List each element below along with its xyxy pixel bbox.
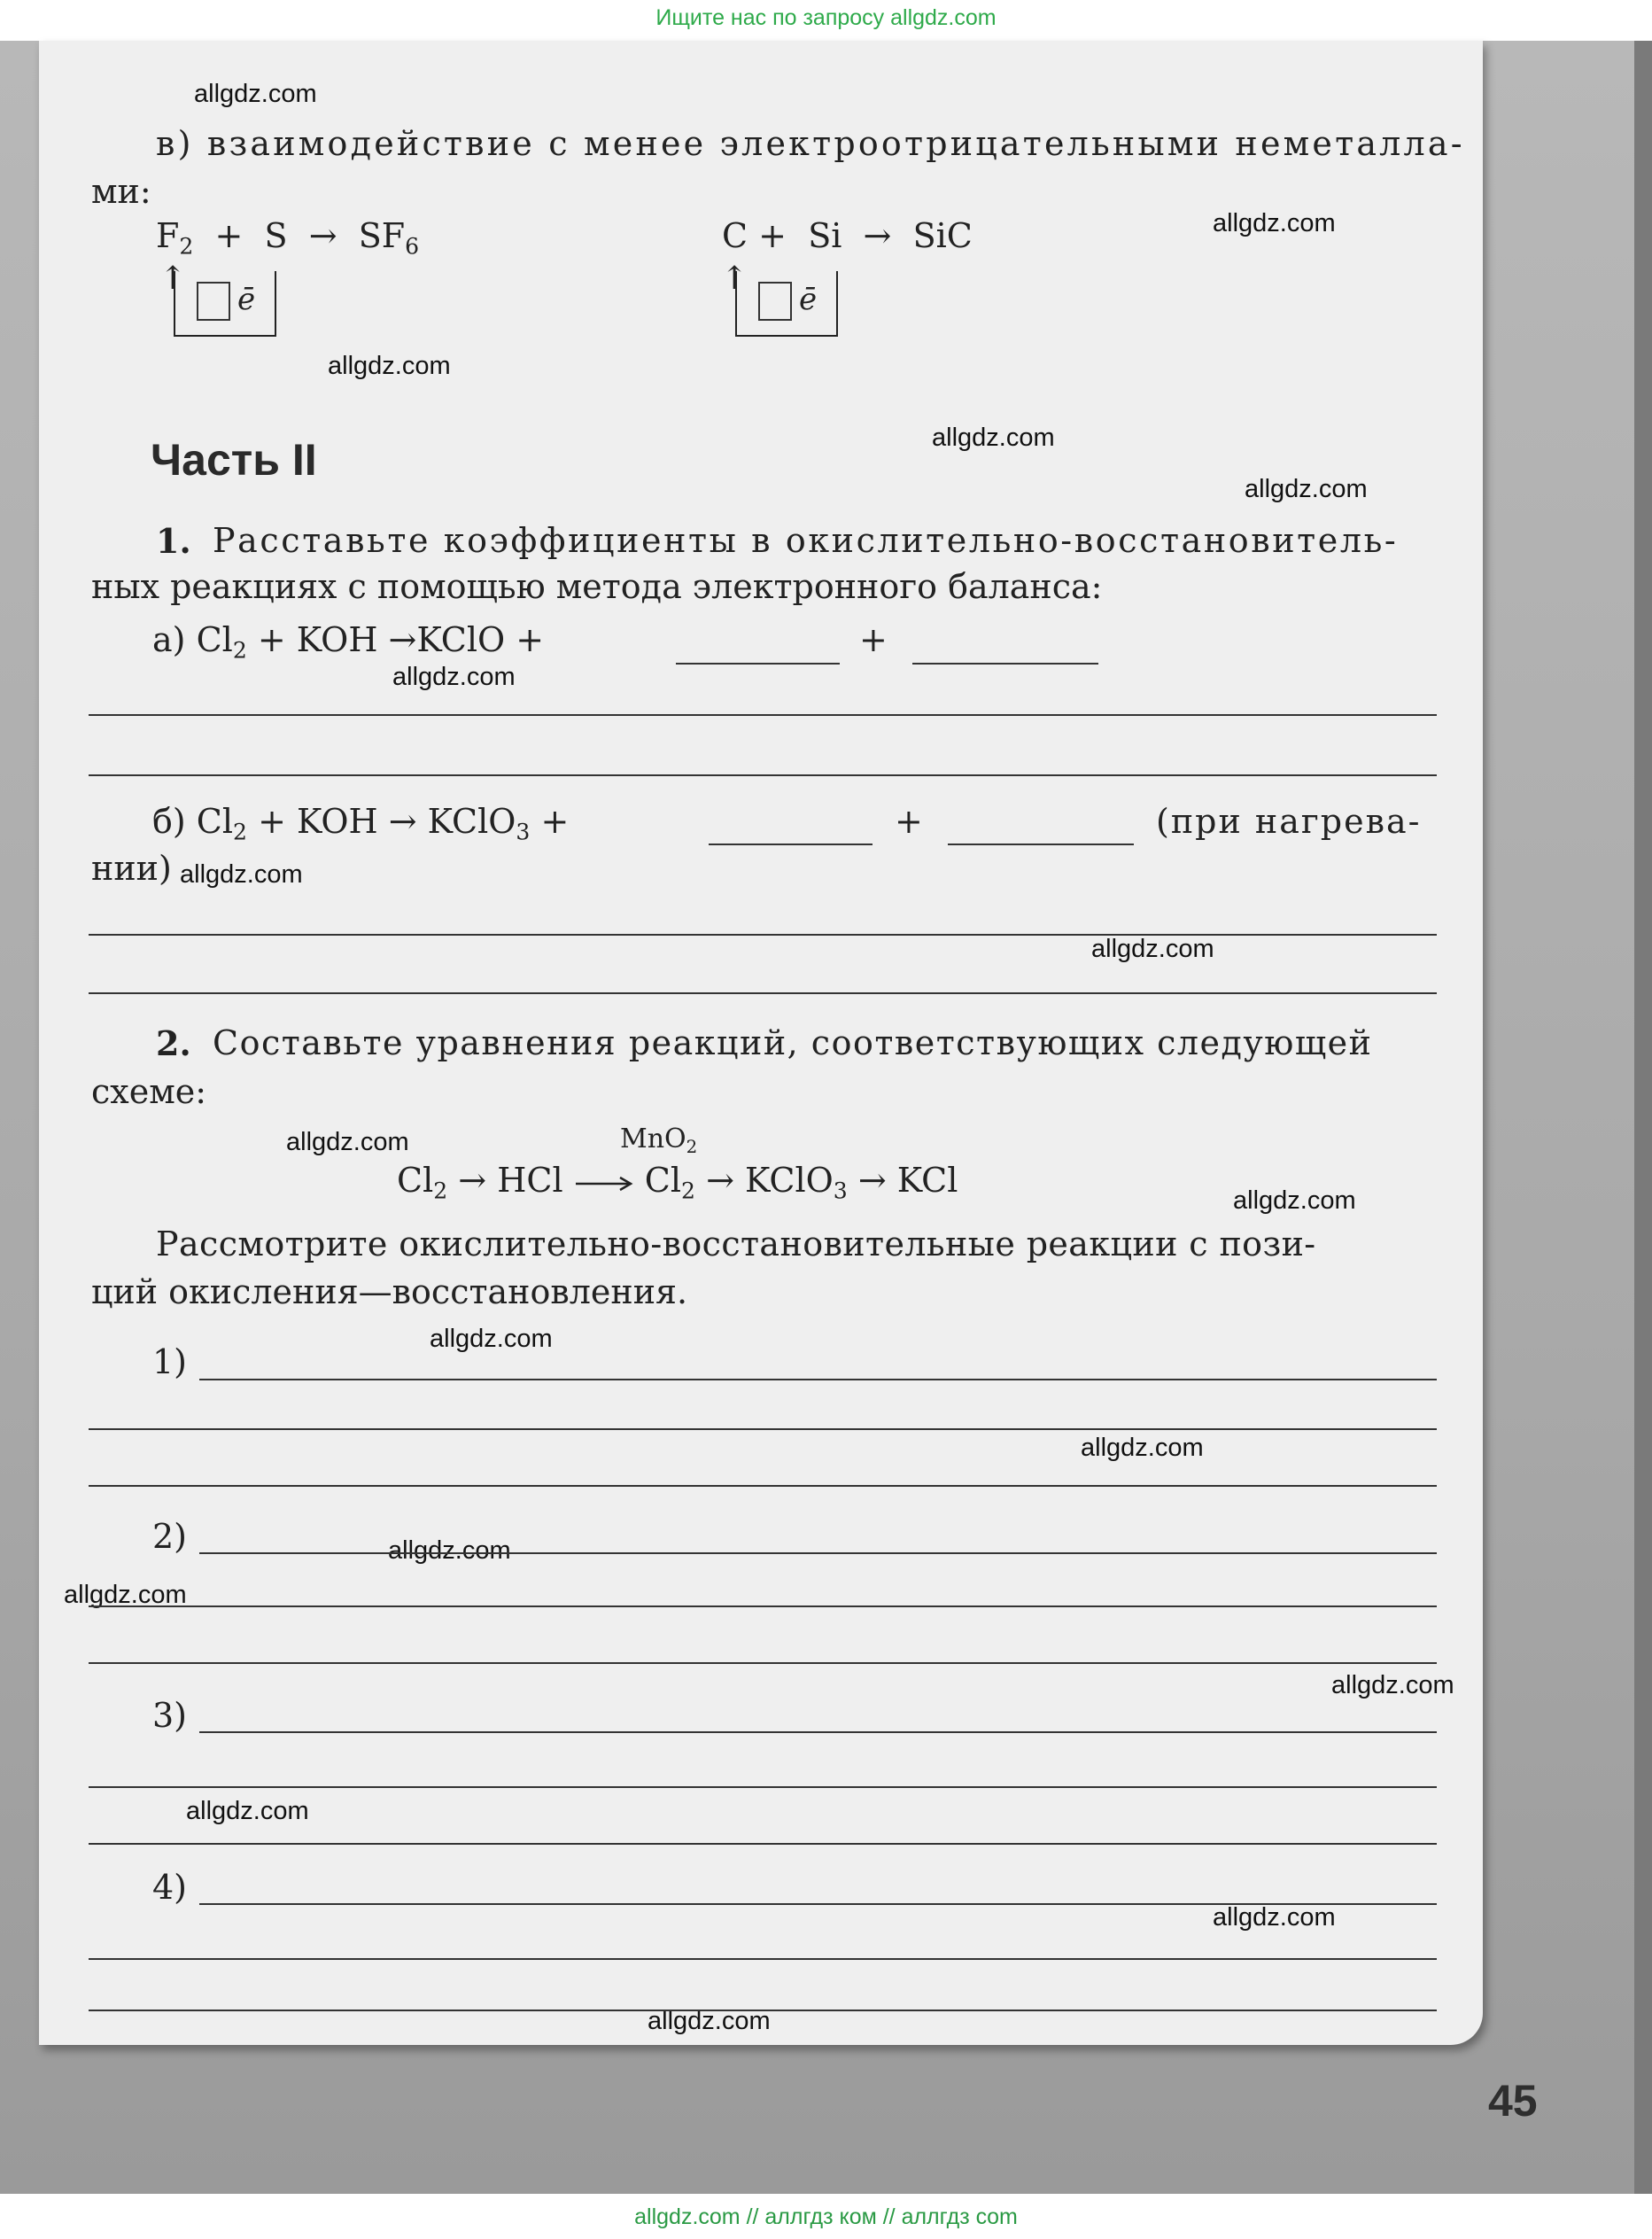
text-line: Составьте уравнения реакций, соответствующих следующей: [213, 1023, 1373, 1062]
formula: F: [156, 216, 180, 255]
arrow: →: [308, 216, 337, 255]
formula: Cl: [196, 802, 234, 841]
formula: + KOH →KClO +: [257, 620, 545, 659]
section-title: Часть II: [151, 435, 317, 485]
formula: SF: [358, 216, 406, 255]
answer-line[interactable]: [89, 992, 1437, 994]
equation-fluorine-sulfur: [156, 216, 420, 260]
formula: KCl: [896, 1161, 958, 1200]
answer-line[interactable]: [89, 2010, 1437, 2011]
page-number: 45: [1488, 2076, 1538, 2126]
subscript: 3: [833, 1178, 848, 1204]
arrow: →: [857, 1161, 887, 1200]
catalyst: MnO: [620, 1123, 686, 1154]
arrow: →: [706, 1161, 734, 1200]
subscript: 2: [433, 1178, 448, 1204]
watermark: allgdz.com: [1213, 1903, 1336, 1932]
watermark: allgdz.com: [328, 352, 451, 380]
text-line: схеме:: [91, 1072, 207, 1111]
text-line: ций окисления—восстановления.: [91, 1272, 688, 1311]
answer-number: 3): [152, 1696, 188, 1735]
reaction-scheme: [397, 1161, 958, 1204]
answer-line[interactable]: [89, 1485, 1437, 1487]
text-line: Расставьте коэффициенты в окислительно-восстановитель-: [213, 521, 1399, 560]
formula: C: [722, 216, 748, 255]
subscript: 2: [179, 233, 194, 260]
watermark: allgdz.com: [1091, 935, 1214, 963]
answer-line[interactable]: [199, 1731, 1437, 1733]
item-label: б): [152, 802, 186, 841]
note: (при нагрева-: [1156, 802, 1422, 841]
text-line: в) взаимодействие с менее электроотрицательными неметалла-: [156, 124, 1465, 163]
answer-line[interactable]: [199, 1552, 1437, 1554]
electron-symbol: ē: [237, 282, 256, 317]
answer-box[interactable]: [197, 282, 230, 321]
watermark: allgdz.com: [186, 1797, 309, 1825]
watermark: allgdz.com: [430, 1325, 553, 1353]
answer-number: 2): [152, 1517, 188, 1556]
watermark: allgdz.com: [392, 663, 516, 691]
answer-line[interactable]: [199, 1903, 1437, 1905]
task-number: [156, 521, 191, 561]
answer-blank[interactable]: [676, 663, 840, 665]
subscript: 2: [686, 1136, 698, 1157]
answer-blank[interactable]: [709, 844, 873, 845]
answer-line[interactable]: [89, 1786, 1437, 1788]
formula: S: [264, 216, 288, 255]
bottom-banner[interactable]: allgdz.com // аллгдз ком // аллгдз com: [634, 2204, 1018, 2229]
scan-edge: [1634, 41, 1652, 2194]
formula: Cl: [397, 1161, 434, 1200]
watermark: allgdz.com: [1331, 1671, 1454, 1699]
formula: Si: [808, 216, 842, 255]
task-number-label: 2.: [156, 1023, 191, 1063]
answer-line[interactable]: [89, 774, 1437, 776]
task-number-label: 1.: [156, 521, 191, 561]
answer-blank[interactable]: [948, 844, 1134, 845]
plus-sign: +: [214, 216, 244, 255]
formula: Cl: [644, 1161, 682, 1200]
text-line: Рассмотрите окислительно-восстановительные реакции с пози-: [156, 1224, 1316, 1263]
watermark: allgdz.com: [1233, 1186, 1356, 1215]
watermark: allgdz.com: [1245, 475, 1368, 503]
formula: SiC: [912, 216, 973, 255]
formula: HCl: [497, 1161, 563, 1200]
arrow: →: [863, 216, 892, 255]
electron-symbol: ē: [799, 282, 818, 317]
arrow-up-icon: ↑: [159, 260, 187, 297]
text-line: ми:: [91, 172, 151, 211]
equation-carbon-silicon: [722, 216, 973, 255]
answer-line[interactable]: [89, 1605, 1437, 1607]
answer-line[interactable]: [89, 1843, 1437, 1845]
subscript: 2: [233, 819, 247, 845]
formula: Cl: [196, 620, 233, 659]
subscript: 3: [516, 819, 531, 845]
plus-sign: +: [758, 216, 787, 255]
answer-number: 4): [152, 1868, 188, 1907]
item-label: а): [152, 620, 186, 659]
plus-sign: +: [895, 802, 923, 841]
subscript: 2: [681, 1178, 695, 1204]
watermark: allgdz.com: [1081, 1434, 1204, 1462]
answer-box[interactable]: [758, 282, 792, 321]
plus-sign: +: [540, 802, 570, 841]
reaction-a: [152, 620, 545, 664]
long-arrow-icon: [574, 1175, 634, 1193]
arrow: →: [458, 1161, 487, 1200]
answer-line[interactable]: [89, 934, 1437, 936]
watermark: allgdz.com: [286, 1128, 409, 1156]
answer-line[interactable]: [199, 1379, 1437, 1380]
answer-line[interactable]: [89, 1428, 1437, 1430]
formula: + KOH → KClO: [258, 802, 516, 841]
answer-number: 1): [152, 1342, 188, 1381]
watermark: allgdz.com: [932, 424, 1055, 452]
top-banner[interactable]: Ищите нас по запросу allgdz.com: [655, 5, 997, 30]
arrow-up-icon: ↑: [721, 260, 748, 297]
plus-sign: +: [859, 620, 888, 659]
watermark: allgdz.com: [64, 1581, 187, 1609]
catalyst-label: [620, 1123, 698, 1157]
answer-line[interactable]: [89, 1662, 1437, 1664]
formula: KClO: [745, 1161, 834, 1200]
task-number: [156, 1023, 191, 1063]
answer-line[interactable]: [89, 714, 1437, 716]
watermark: allgdz.com: [194, 80, 317, 108]
subscript: 2: [232, 637, 247, 664]
watermark: allgdz.com: [648, 2007, 771, 2035]
watermark: allgdz.com: [388, 1536, 511, 1565]
answer-blank[interactable]: [912, 663, 1098, 665]
reaction-b: [152, 802, 570, 845]
watermark: allgdz.com: [180, 860, 303, 889]
answer-line[interactable]: [89, 1958, 1437, 1960]
subscript: 6: [405, 233, 420, 260]
text-line: ных реакциях с помощью метода электронного баланса:: [91, 567, 1103, 606]
watermark: allgdz.com: [1213, 209, 1336, 237]
note: нии): [91, 849, 172, 888]
